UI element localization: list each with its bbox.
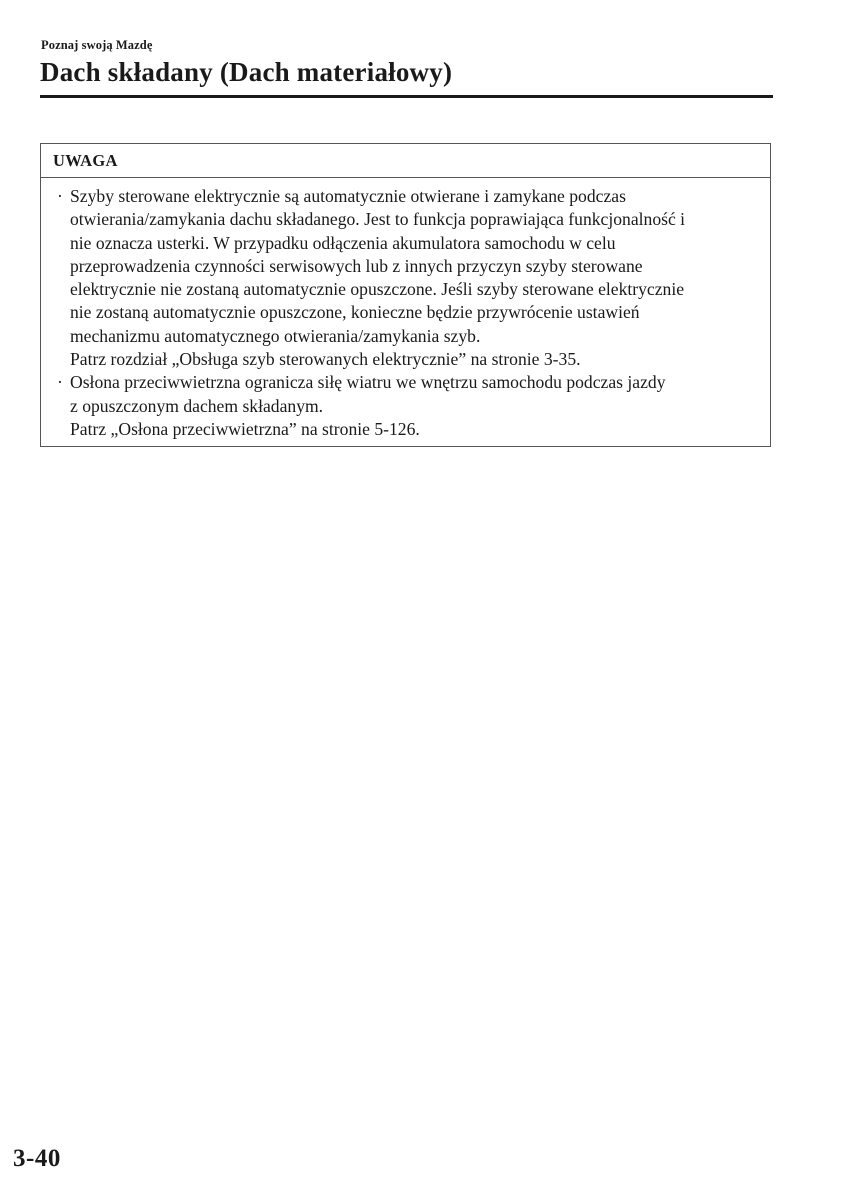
note-item-wind-deflector [57, 371, 756, 441]
note-line-reference: Patrz „Osłona przeciwwietrzna” na stronie 5-126. [70, 418, 420, 439]
note-box [40, 143, 771, 447]
note-line: mechanizmu automatycznego otwierania/zamykania szyb. [70, 325, 481, 346]
note-heading: UWAGA [41, 144, 770, 178]
note-line: nie zostaną automatycznie opuszczone, konieczne będzie przywrócenie ustawień [70, 302, 640, 323]
note-item-power-windows [57, 185, 756, 371]
section-label: Poznaj swoją Mazdę [41, 38, 153, 52]
note-line: nie oznacza usterki. W przypadku odłączenia akumulatora samochodu w celu [70, 232, 616, 253]
bullet-icon: · [57, 372, 63, 393]
bullet-icon: · [57, 186, 63, 206]
note-line-reference: Patrz rozdział „Obsługa szyb sterowanych elektrycznie” na stronie 3-35. [70, 349, 581, 370]
note-line: Szyby sterowane elektrycznie są automatycznie otwierane i zamykane podczas [70, 186, 626, 206]
note-line: z opuszczonym dachem składanym. [70, 395, 324, 416]
note-line: Osłona przeciwwietrzna ogranicza siłę wiatru we wnętrzu samochodu podczas jazdy [70, 372, 666, 393]
title-rule [40, 95, 773, 98]
note-list [41, 178, 770, 441]
note-line: otwierania/zamykania dachu składanego. Jest to funkcja poprawiająca funkcjonalność i [70, 209, 686, 230]
page-number: 3-40 [13, 1145, 61, 1172]
page-title: Dach składany (Dach materiałowy) [40, 57, 453, 87]
note-line: elektrycznie nie zostaną automatycznie opuszczone. Jeśli szyby sterowane elektrycznie [70, 279, 685, 300]
note-line: przeprowadzenia czynności serwisowych lub z innych przyczyn szyby sterowane [70, 255, 643, 276]
